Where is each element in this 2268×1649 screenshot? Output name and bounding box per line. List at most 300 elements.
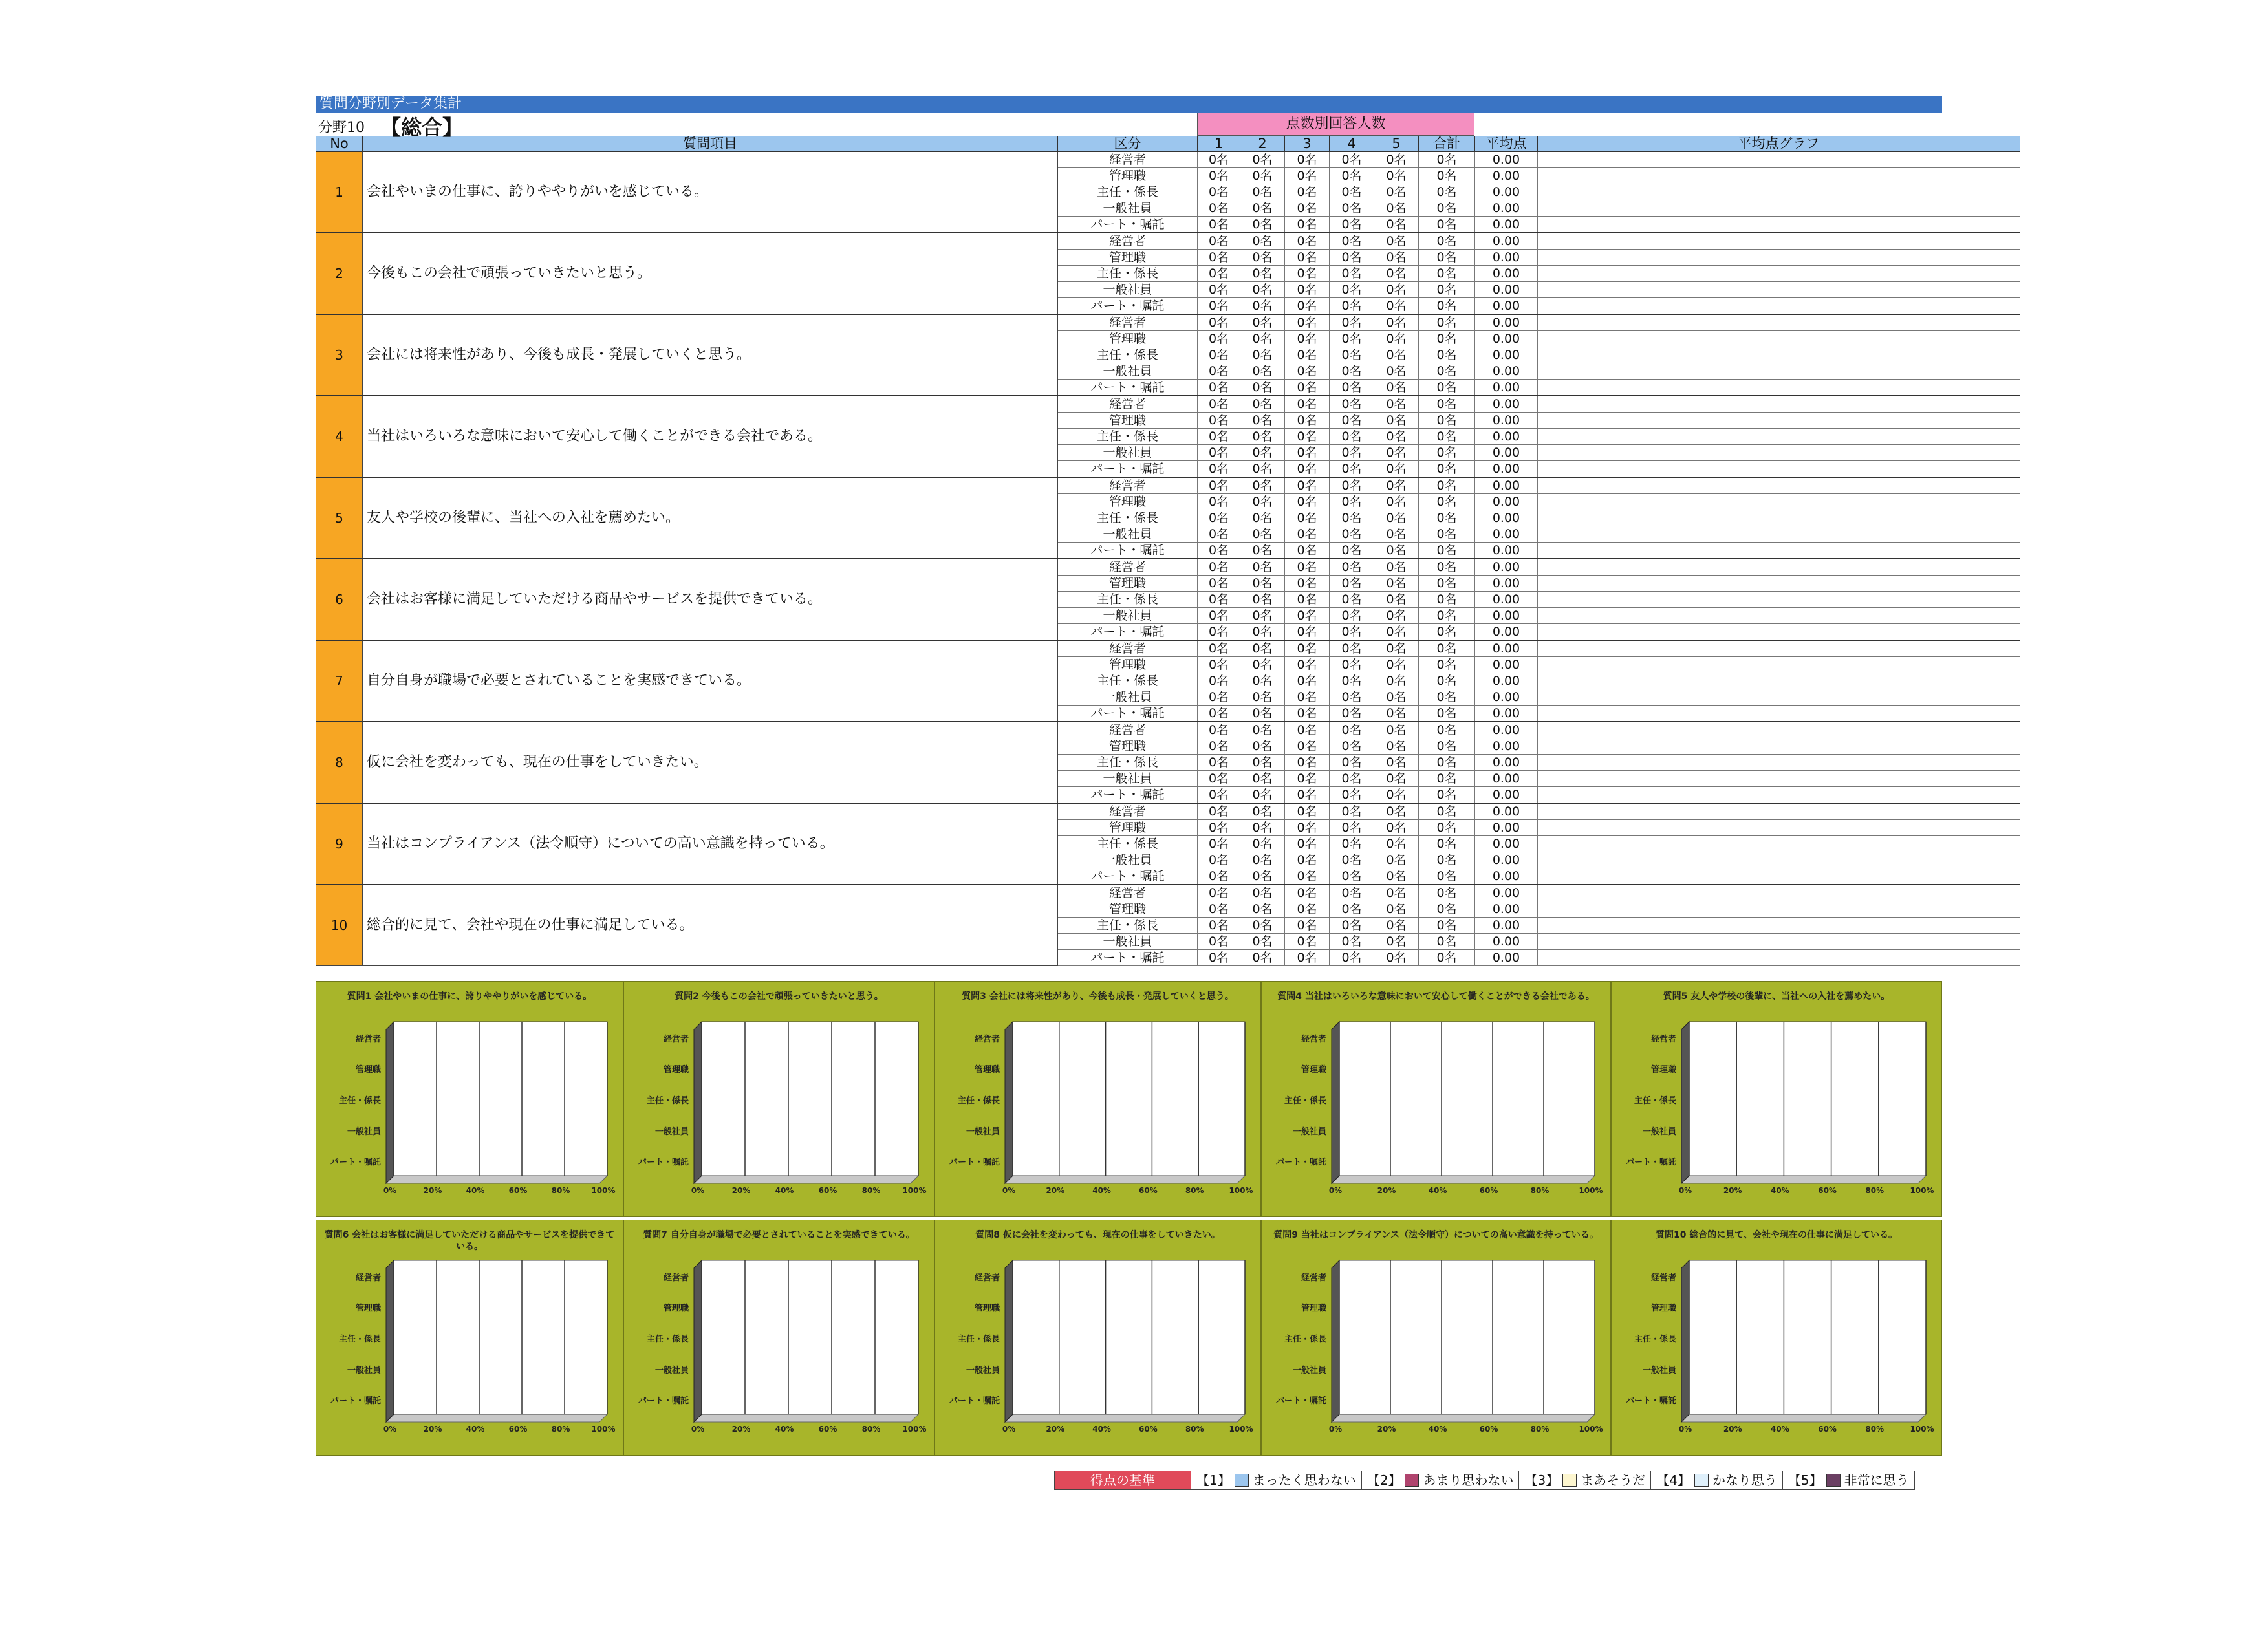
count-cell-s2: 0名 [1240,738,1285,755]
count-cell-s4: 0名 [1330,396,1374,413]
table-header-row [316,136,2020,152]
count-cell-total: 0名 [1419,314,1475,331]
table-row [316,803,2020,820]
chart-tick-label: 20% [1723,1425,1742,1434]
score-legend [1054,1471,1915,1490]
category-cell: パート・嘱託 [1058,217,1198,233]
count-cell-s4: 0名 [1330,461,1374,478]
count-cell-s2: 0名 [1240,461,1285,478]
count-cell-s2: 0名 [1240,233,1285,250]
count-cell-s5: 0名 [1374,755,1419,771]
chart-title: 質問10 総合的に見て、会社や現在の仕事に満足している。 [1655,1230,1898,1240]
count-cell-total: 0名 [1419,282,1475,298]
count-cell-total: 0名 [1419,901,1475,918]
average-cell: 0.00 [1475,494,1538,510]
category-cell: 経営者 [1058,151,1198,168]
category-cell: 主任・係長 [1058,347,1198,363]
count-cell-s4: 0名 [1330,771,1374,787]
chart-tick-label: 0% [1328,1425,1343,1434]
chart-tick-label: 40% [466,1186,485,1195]
count-cell-s1: 0名 [1198,803,1240,820]
category-cell: 一般社員 [1058,689,1198,706]
count-cell-s1: 0名 [1198,559,1240,576]
count-cell-s1: 0名 [1198,820,1240,836]
average-cell: 0.00 [1475,836,1538,852]
average-graph-cell [1538,803,2020,820]
average-graph-cell [1538,347,2020,363]
count-cell-s1: 0名 [1198,250,1240,266]
chart-category-label: 一般社員 [1642,1126,1676,1137]
average-graph-cell [1538,250,2020,266]
average-cell: 0.00 [1475,184,1538,200]
count-cell-s1: 0名 [1198,657,1240,673]
count-cell-s4: 0名 [1330,559,1374,576]
count-cell-s1: 0名 [1198,722,1240,738]
count-cell-s1: 0名 [1198,363,1240,380]
count-cell-s3: 0名 [1285,461,1330,478]
chart-tick-label: 60% [818,1186,837,1195]
chart-category-label: 経営者 [1650,1273,1676,1283]
chart-tick-label: 0% [1678,1186,1692,1195]
count-cell-s3: 0名 [1285,298,1330,315]
average-cell: 0.00 [1475,413,1538,429]
count-cell-total: 0名 [1419,413,1475,429]
count-cell-s4: 0名 [1330,200,1374,217]
chart-category-label: 管理職 [1650,1065,1676,1075]
category-cell: 主任・係長 [1058,755,1198,771]
chart-title: 質問7 自分自身が職場で必要とされていることを実感できている。 [643,1230,915,1240]
average-cell: 0.00 [1475,217,1538,233]
count-cell-s4: 0名 [1330,526,1374,543]
chart-category-label: 主任・係長 [1634,1335,1676,1344]
chart-tick-label: 20% [423,1186,442,1195]
count-cell-s4: 0名 [1330,722,1374,738]
category-cell: 経営者 [1058,559,1198,576]
count-cell-s1: 0名 [1198,184,1240,200]
chart-tick-label: 20% [423,1425,442,1434]
count-cell-total: 0名 [1419,787,1475,804]
count-cell-s2: 0名 [1240,592,1285,608]
chart-panel [1261,1220,1611,1456]
chart-tick-label: 100% [902,1186,927,1195]
charts-area [316,981,1942,1456]
average-graph-cell [1538,494,2020,510]
category-cell: 一般社員 [1058,282,1198,298]
chart-category-label: 一般社員 [966,1365,1000,1375]
average-cell: 0.00 [1475,477,1538,494]
chart-category-label: パート・嘱託 [330,1158,381,1168]
average-cell: 0.00 [1475,868,1538,885]
chart-category-label: 一般社員 [1292,1365,1326,1375]
average-cell: 0.00 [1475,266,1538,282]
category-cell: 一般社員 [1058,934,1198,950]
count-cell-s3: 0名 [1285,184,1330,200]
count-cell-s4: 0名 [1330,298,1374,315]
count-cell-s1: 0名 [1198,233,1240,250]
chart-tick-label: 80% [551,1186,570,1195]
chart-floor [386,1414,607,1422]
chart-side-wall [386,1260,394,1422]
score-group-header: 点数別回答人数 [1197,113,1474,136]
question-text: 会社には将来性があり、今後も成長・発展していくと思う。 [363,314,1058,396]
count-cell-s3: 0名 [1285,803,1330,820]
field-name: 【総合】 [380,115,464,140]
average-graph-cell [1538,559,2020,576]
average-cell: 0.00 [1475,624,1538,641]
table-row [316,885,2020,901]
count-cell-s5: 0名 [1374,217,1419,233]
count-cell-s4: 0名 [1330,233,1374,250]
legend-item [1191,1471,1362,1490]
count-cell-s4: 0名 [1330,380,1374,396]
count-cell-s5: 0名 [1374,722,1419,738]
count-cell-s4: 0名 [1330,331,1374,347]
chart-tick-label: 0% [691,1425,705,1434]
chart-category-label: パート・嘱託 [638,1158,689,1168]
average-cell: 0.00 [1475,282,1538,298]
count-cell-s4: 0名 [1330,657,1374,673]
count-cell-s5: 0名 [1374,673,1419,689]
category-cell: 主任・係長 [1058,510,1198,526]
count-cell-total: 0名 [1419,689,1475,706]
count-cell-total: 0名 [1419,559,1475,576]
average-graph-cell [1538,184,2020,200]
category-cell: パート・嘱託 [1058,706,1198,722]
average-graph-cell [1538,722,2020,738]
count-cell-s3: 0名 [1285,706,1330,722]
count-cell-s1: 0名 [1198,918,1240,934]
count-cell-s2: 0名 [1240,657,1285,673]
average-cell: 0.00 [1475,803,1538,820]
count-cell-s3: 0名 [1285,347,1330,363]
average-graph-cell [1538,918,2020,934]
count-cell-s4: 0名 [1330,836,1374,852]
question-number: 5 [316,477,363,559]
count-cell-s4: 0名 [1330,868,1374,885]
count-cell-total: 0名 [1419,803,1475,820]
count-cell-s3: 0名 [1285,820,1330,836]
count-cell-s4: 0名 [1330,918,1374,934]
count-cell-s1: 0名 [1198,477,1240,494]
average-cell: 0.00 [1475,168,1538,184]
chart-category-label: 経営者 [355,1034,381,1044]
count-cell-s3: 0名 [1285,934,1330,950]
count-cell-s1: 0名 [1198,771,1240,787]
chart-category-label: 一般社員 [1642,1365,1676,1375]
average-cell: 0.00 [1475,608,1538,624]
average-graph-cell [1538,657,2020,673]
chart-wall [394,1260,607,1414]
category-cell: 一般社員 [1058,771,1198,787]
chart-tick-label: 0% [383,1186,397,1195]
count-cell-s2: 0名 [1240,396,1285,413]
chart-category-label: 管理職 [1650,1304,1676,1314]
count-cell-s3: 0名 [1285,543,1330,559]
count-cell-s2: 0名 [1240,576,1285,592]
count-cell-s2: 0名 [1240,314,1285,331]
legend-swatch [1405,1474,1419,1487]
count-cell-s1: 0名 [1198,868,1240,885]
count-cell-s4: 0名 [1330,413,1374,429]
count-cell-s4: 0名 [1330,314,1374,331]
count-cell-s2: 0名 [1240,250,1285,266]
count-cell-s3: 0名 [1285,380,1330,396]
col-average: 平均点 [1475,136,1538,152]
chart-tick-label: 0% [1678,1425,1692,1434]
legend-label: かなり思う [1712,1472,1777,1488]
average-cell: 0.00 [1475,787,1538,804]
count-cell-s3: 0名 [1285,657,1330,673]
count-cell-total: 0名 [1419,608,1475,624]
chart-title: 質問5 友人や学校の後輩に、当社への入社を薦めたい。 [1663,991,1890,1002]
col-total: 合計 [1419,136,1475,152]
chart-tick-label: 20% [731,1186,751,1195]
chart-category-label: 主任・係長 [957,1335,1000,1344]
count-cell-s5: 0名 [1374,314,1419,331]
average-cell: 0.00 [1475,331,1538,347]
count-cell-s2: 0名 [1240,722,1285,738]
count-cell-s4: 0名 [1330,217,1374,233]
average-graph-cell [1538,624,2020,641]
count-cell-s3: 0名 [1285,608,1330,624]
average-cell: 0.00 [1475,461,1538,478]
average-graph-cell [1538,836,2020,852]
count-cell-s1: 0名 [1198,510,1240,526]
category-cell: パート・嘱託 [1058,950,1198,966]
category-cell: 一般社員 [1058,608,1198,624]
chart-wall [394,1022,607,1176]
average-graph-cell [1538,396,2020,413]
average-graph-cell [1538,380,2020,396]
chart-tick-label: 100% [1910,1425,1934,1434]
count-cell-s2: 0名 [1240,950,1285,966]
count-cell-s5: 0名 [1374,706,1419,722]
count-cell-s3: 0名 [1285,689,1330,706]
chart-tick-label: 80% [1530,1186,1550,1195]
count-cell-s2: 0名 [1240,266,1285,282]
legend-key: 【3】 [1524,1472,1559,1488]
average-graph-cell [1538,331,2020,347]
count-cell-s5: 0名 [1374,331,1419,347]
average-cell: 0.00 [1475,901,1538,918]
count-cell-s2: 0名 [1240,184,1285,200]
question-number: 2 [316,233,363,314]
legend-swatch [1235,1474,1249,1487]
chart-side-wall [694,1260,702,1422]
chart-category-label: 経営者 [974,1034,1000,1044]
count-cell-s4: 0名 [1330,950,1374,966]
count-cell-s2: 0名 [1240,526,1285,543]
question-text: 当社はコンプライアンス（法令順守）についての高い意識を持っている。 [363,803,1058,885]
count-cell-s5: 0名 [1374,233,1419,250]
average-graph-cell [1538,526,2020,543]
count-cell-s1: 0名 [1198,151,1240,168]
chart-title: 質問4 当社はいろいろな意味において安心して働くことができる会社である。 [1277,991,1595,1002]
chart-tick-label: 20% [731,1425,751,1434]
count-cell-total: 0名 [1419,184,1475,200]
count-cell-s1: 0名 [1198,526,1240,543]
count-cell-s4: 0名 [1330,885,1374,901]
question-text: 自分自身が職場で必要とされていることを実感できている。 [363,640,1058,722]
chart-wall [1339,1260,1595,1414]
average-graph-cell [1538,429,2020,445]
average-cell: 0.00 [1475,576,1538,592]
average-graph-cell [1538,706,2020,722]
count-cell-s4: 0名 [1330,184,1374,200]
average-cell: 0.00 [1475,934,1538,950]
legend-label: まったく思わない [1252,1472,1356,1488]
count-cell-total: 0名 [1419,429,1475,445]
count-cell-s4: 0名 [1330,852,1374,868]
chart-tick-label: 20% [1723,1186,1742,1195]
count-cell-s1: 0名 [1198,592,1240,608]
count-cell-s4: 0名 [1330,592,1374,608]
question-number: 7 [316,640,363,722]
average-graph-cell [1538,755,2020,771]
chart-tick-label: 60% [818,1425,837,1434]
average-graph-cell [1538,510,2020,526]
chart-panel [1611,981,1942,1217]
count-cell-s1: 0名 [1198,608,1240,624]
count-cell-s4: 0名 [1330,576,1374,592]
average-cell: 0.00 [1475,526,1538,543]
count-cell-s1: 0名 [1198,347,1240,363]
category-cell: パート・嘱託 [1058,787,1198,804]
count-cell-s4: 0名 [1330,168,1374,184]
count-cell-s1: 0名 [1198,282,1240,298]
sheet-title: 質問分野別データ集計 [316,96,1942,113]
question-number: 6 [316,559,363,640]
count-cell-s2: 0名 [1240,200,1285,217]
count-cell-s3: 0名 [1285,673,1330,689]
question-number: 9 [316,803,363,885]
table-row [316,396,2020,413]
count-cell-s1: 0名 [1198,901,1240,918]
category-cell: 主任・係長 [1058,429,1198,445]
chart-category-label: 経営者 [974,1273,1000,1283]
count-cell-total: 0名 [1419,673,1475,689]
chart-tick-label: 20% [1377,1186,1396,1195]
category-cell: 経営者 [1058,314,1198,331]
chart-side-wall [1005,1022,1013,1183]
question-number: 3 [316,314,363,396]
count-cell-s3: 0名 [1285,640,1330,657]
average-graph-cell [1538,673,2020,689]
count-cell-s3: 0名 [1285,151,1330,168]
chart-floor [694,1414,918,1422]
count-cell-total: 0名 [1419,396,1475,413]
average-cell: 0.00 [1475,722,1538,738]
chart-title: 質問3 会社には将来性があり、今後も成長・発展していくと思う。 [962,991,1234,1002]
count-cell-s5: 0名 [1374,803,1419,820]
count-cell-s3: 0名 [1285,787,1330,804]
count-cell-s4: 0名 [1330,151,1374,168]
count-cell-s5: 0名 [1374,429,1419,445]
count-cell-s5: 0名 [1374,461,1419,478]
count-cell-s2: 0名 [1240,755,1285,771]
category-cell: 管理職 [1058,576,1198,592]
average-cell: 0.00 [1475,396,1538,413]
count-cell-s5: 0名 [1374,640,1419,657]
legend-key: 【5】 [1787,1472,1822,1488]
chart-wall [1689,1260,1926,1414]
count-cell-s1: 0名 [1198,200,1240,217]
average-cell: 0.00 [1475,347,1538,363]
chart-category-label: パート・嘱託 [1275,1396,1326,1406]
count-cell-s5: 0名 [1374,347,1419,363]
question-text: 当社はいろいろな意味において安心して働くことができる会社である。 [363,396,1058,477]
table-row [316,477,2020,494]
count-cell-s3: 0名 [1285,477,1330,494]
category-cell: 管理職 [1058,738,1198,755]
count-cell-s5: 0名 [1374,657,1419,673]
table-row [316,233,2020,250]
count-cell-s1: 0名 [1198,934,1240,950]
count-cell-s5: 0名 [1374,200,1419,217]
chart-tick-label: 40% [1428,1186,1447,1195]
chart-category-label: 管理職 [1301,1065,1326,1075]
count-cell-s2: 0名 [1240,510,1285,526]
count-cell-s4: 0名 [1330,363,1374,380]
count-cell-total: 0名 [1419,510,1475,526]
average-cell: 0.00 [1475,706,1538,722]
average-graph-cell [1538,738,2020,755]
chart-side-wall [1681,1022,1689,1183]
average-cell: 0.00 [1475,689,1538,706]
count-cell-s2: 0名 [1240,347,1285,363]
legend-label: あまり思わない [1423,1472,1514,1488]
count-cell-s2: 0名 [1240,771,1285,787]
category-cell: 主任・係長 [1058,673,1198,689]
count-cell-s1: 0名 [1198,413,1240,429]
count-cell-s2: 0名 [1240,413,1285,429]
chart-side-wall [1332,1260,1339,1422]
average-cell: 0.00 [1475,314,1538,331]
count-cell-s2: 0名 [1240,543,1285,559]
legend-label: 非常に思う [1844,1472,1909,1488]
count-cell-s2: 0名 [1240,934,1285,950]
chart-side-wall [1681,1260,1689,1422]
count-cell-s4: 0名 [1330,934,1374,950]
average-graph-cell [1538,787,2020,804]
count-cell-s3: 0名 [1285,885,1330,901]
chart-tick-label: 100% [1910,1186,1934,1195]
col-score-3: 3 [1285,136,1330,152]
count-cell-s3: 0名 [1285,217,1330,233]
category-cell: パート・嘱託 [1058,543,1198,559]
category-cell: 主任・係長 [1058,918,1198,934]
chart-category-label: 経営者 [1301,1034,1326,1044]
chart-tick-label: 20% [1046,1186,1065,1195]
count-cell-total: 0名 [1419,461,1475,478]
count-cell-s1: 0名 [1198,445,1240,461]
col-no: No [316,136,363,152]
average-graph-cell [1538,298,2020,315]
count-cell-s5: 0名 [1374,868,1419,885]
chart-wall [702,1022,918,1176]
count-cell-s2: 0名 [1240,885,1285,901]
chart-side-wall [1332,1022,1339,1183]
average-graph-cell [1538,820,2020,836]
count-cell-s2: 0名 [1240,624,1285,641]
count-cell-s3: 0名 [1285,282,1330,298]
chart-tick-label: 80% [1865,1186,1885,1195]
count-cell-s2: 0名 [1240,608,1285,624]
chart-wall [1339,1022,1595,1176]
legend-swatch [1562,1474,1577,1487]
chart-panel [1611,1220,1942,1456]
chart-tick-label: 40% [1092,1186,1111,1195]
